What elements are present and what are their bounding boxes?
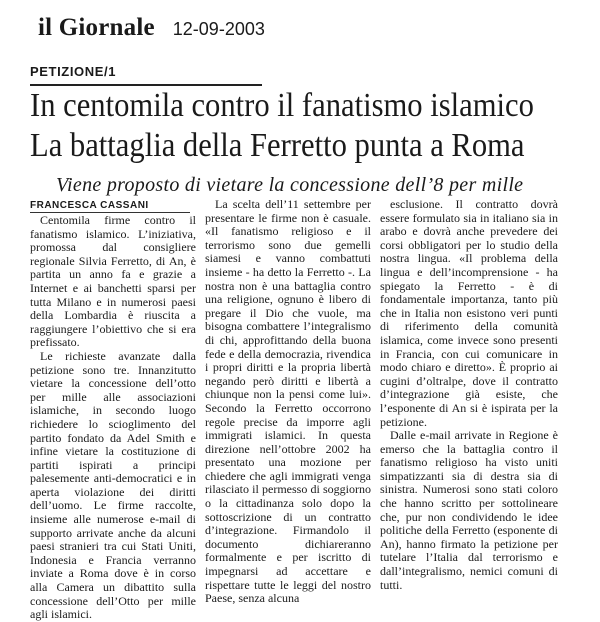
article-column-3	[380, 198, 558, 592]
article-column-1	[30, 214, 196, 622]
column-1-paragraph-2: Le richieste avanzate dalla petizione sono tre. Innanzitutto vietare la concessione dell’otto per mille alle associazioni islamiche, in secondo luogo richiedere lo scioglimento del partito fondato da Adel Smith e infine vietare la costituzione di partiti ispirati a principi palesemente anti-democratici e in aperta violazione dei diritti dell’uomo. Le firme raccolte, insieme alle numerose e-mail di supporto arrivate anche da alcuni paesi stranieri tra cui Stati Uniti, Indonesia e Francia verranno inviate a Roma dove è in corso alla Camera un dibattito sulla concessione dell’Otto per mille agli islamici.	[30, 348, 196, 622]
section-kicker: PETIZIONE/1	[30, 64, 117, 79]
article-headline	[30, 86, 534, 166]
column-3-paragraph-1: esclusione. Il contratto dovrà essere formulato sia in italiano sia in arabo e dovrà anche prevedere dei corsi obbligatori per lo studio della nostra lingua. «Il problema della lingua e dell’incomprensione - ha spiegato la Ferretto - è di fondamentale importanza, tanto più che in Italia non esistono veri punti di riferimento della comunità islamica, come invece sono presenti in Francia, con cui comunicare in modo chiaro e diretto». È proprio ai cugini d’oltralpe, dove il contratto d’integrazione già esiste, che l’esponente di An si è ispirata per la petizione.	[380, 197, 558, 429]
masthead	[38, 14, 265, 42]
newspaper-name: il Giornale	[38, 14, 155, 41]
author-byline: FRANCESCA CASSANI	[30, 200, 190, 213]
article-column-2	[205, 198, 371, 606]
column-3-paragraph-2: Dalle e-mail arrivate in Regione è emerso che la battaglia contro il fanatismo religioso ha visto uniti simpatizzanti sia di destra sia di sinistra. Numerosi sono stati coloro che hanno scritto per sottolineare che, pur non condividendo le idee politiche della Ferretto (esponente di An), hanno firmato la petizione per tutelare l’Italia dal terrorismo e dall’integralismo, nemici comuni di tutti.	[380, 428, 558, 592]
headline-line-1: In centomila contro il fanatismo islamico	[30, 87, 534, 124]
column-2-paragraph-1: La scelta dell’11 settembre per presentare le firme non è casuale. «Il fanatismo religioso e il terrorismo sono due gemelli siamesi e vanno combattuti insieme - ha detto la Ferretto -. La nostra non è una battaglia contro una religione, ognuno è libero di pregare il Dio che vuole, ma bisogna combattere l’integralismo di chi, approfittando della buona fede e della democrazia, rivendica i propri diritti e la propria libertà negando però diritti e libertà a chiunque non la pensi come lui». Secondo la Ferretto occorrono regole precise da imporre agli immigrati islamici. In questa direzione nell’ottobre 2002 ha presentato una mozione per chiedere che agli immigrati venga rilasciato il permesso di soggiorno o la cittadinanza solo dopo la sottoscrizione di un contratto d’integrazione. Firmandolo il documento dichiareranno formalmente e per iscritto di impegnarsi ad accettare e rispettare tutte le leggi del nostro Paese, senza alcuna	[205, 197, 371, 606]
column-1-paragraph-1: Centomila firme contro il fanatismo islamico. L’iniziativa, promossa dal consigliere regionale Silvia Ferretto, di An, è partita un anno fa e grazie a Internet e ai banchetti sparsi per tutta Milano e in numerosi paesi della Lombardia è riuscita a raggiungere l’obiettivo che si era prefissato.	[30, 213, 196, 350]
publication-date: 12-09-2003	[172, 19, 265, 39]
headline-line-2: La battaglia della Ferretto punta a Roma	[30, 127, 525, 164]
article-subheadline: Viene proposto di vietare la concessione dell’8 per mille	[56, 174, 524, 196]
